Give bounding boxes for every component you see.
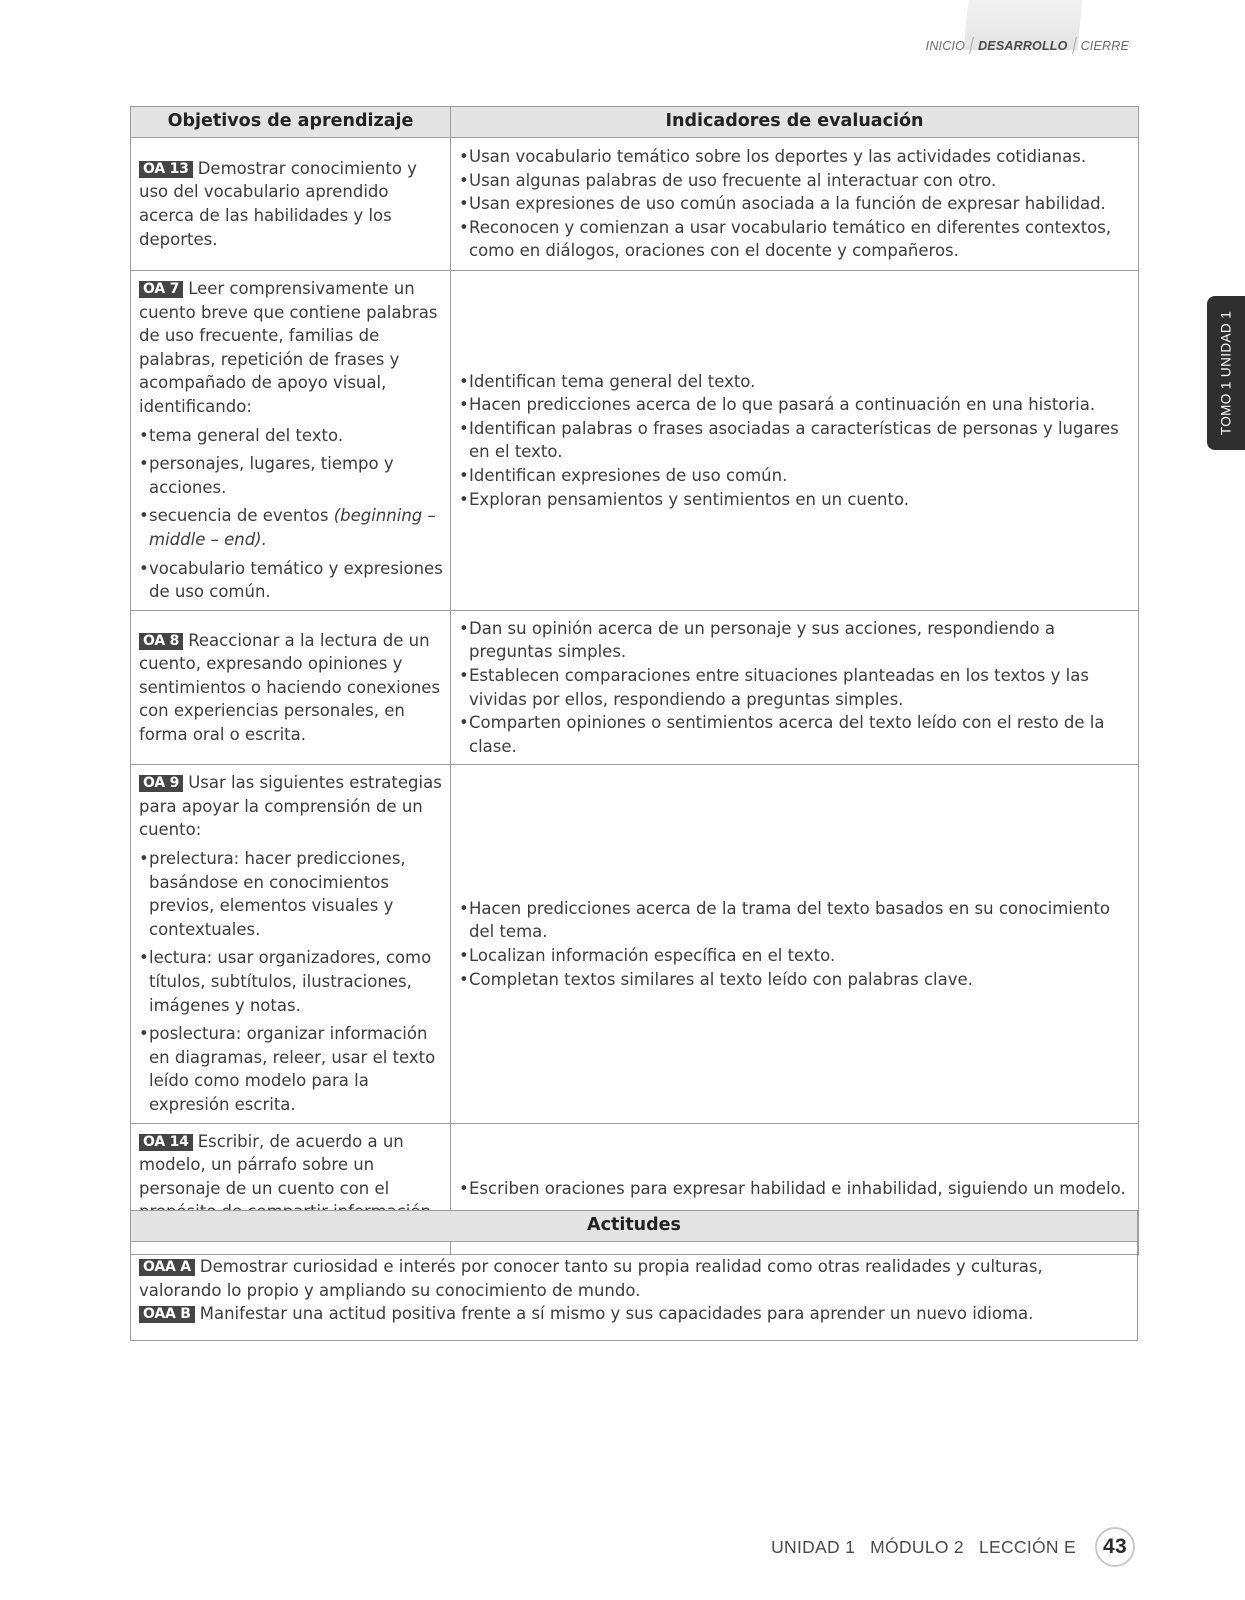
indicator-item: • Identifican tema general del texto. bbox=[459, 370, 1131, 394]
objective-text: Usar las siguientes estrategias para apoyar la comprensión de un cuento: bbox=[139, 773, 442, 840]
objective-badge: OA 14 bbox=[139, 1134, 193, 1151]
footer-modulo: MÓDULO 2 bbox=[870, 1536, 964, 1557]
table-header-row bbox=[131, 107, 1139, 138]
objective-text: Reaccionar a la lectura de un cuento, expresando opiniones y sentimientos o haciendo conexiones con experiencias personales, en forma oral o escrita. bbox=[139, 630, 441, 744]
attitudes-table bbox=[130, 1210, 1138, 1341]
objectives-table bbox=[130, 106, 1139, 1255]
attitude-text: Manifestar una actitud positiva frente a sí mismo y sus capacidades para aprender un nuevo idioma. bbox=[199, 1304, 1034, 1324]
indicator-item: • Comparten opiniones o sentimientos acerca del texto leído con el resto de la clase. bbox=[459, 711, 1131, 758]
table-row bbox=[131, 1242, 1138, 1341]
indicator-item: • Establecen comparaciones entre situaciones planteadas en los textos y las vividas por ellos, respondiendo a preguntas simples. bbox=[459, 664, 1131, 711]
indicator-item: • Usan algunas palabras de uso frecuente al interactuar con otro. bbox=[459, 169, 1131, 193]
indicators-cell bbox=[451, 610, 1139, 765]
table-header-row bbox=[131, 1211, 1138, 1242]
objective-bullet: • lectura: usar organizadores, como títulos, subtítulos, ilustraciones, imágenes y notas. bbox=[139, 946, 443, 1017]
top-navigation bbox=[0, 0, 1245, 70]
indicator-list bbox=[459, 1177, 1131, 1201]
nav-inicio[interactable]: INICIO bbox=[925, 38, 966, 53]
page-footer bbox=[771, 1527, 1135, 1567]
nav-cierre[interactable]: CIERRE bbox=[1080, 38, 1129, 53]
header-actitudes: Actitudes bbox=[131, 1211, 1138, 1242]
objective-bullet bbox=[139, 504, 443, 551]
indicator-item: • Usan expresiones de uso común asociada a la función de expresar habilidad. bbox=[459, 192, 1131, 216]
attitude-text: Demostrar curiosidad e interés por conocer tanto su propia realidad como otras realidades y culturas, valorando lo propio y ampliando su conocimiento de mundo. bbox=[139, 1257, 1043, 1300]
indicator-item: • Usan vocabulario temático sobre los deportes y las actividades cotidianas. bbox=[459, 145, 1131, 169]
objective-cell bbox=[131, 138, 451, 271]
table-row bbox=[131, 138, 1139, 271]
indicator-item: • Dan su opinión acerca de un personaje y sus acciones, respondiendo a preguntas simples. bbox=[459, 617, 1131, 664]
objective-cell bbox=[131, 765, 451, 1123]
indicator-item: • Hacen predicciones acerca de lo que pasará a continuación en una historia. bbox=[459, 393, 1131, 417]
table-row bbox=[131, 610, 1139, 765]
indicator-item: • Escriben oraciones para expresar habilidad e inhabilidad, siguiendo un modelo. bbox=[459, 1177, 1131, 1201]
nav-divider bbox=[969, 37, 974, 54]
nav-divider bbox=[1072, 37, 1077, 54]
objective-bullet-list bbox=[139, 424, 443, 604]
table-row bbox=[131, 765, 1139, 1123]
indicator-item: • Hacen predicciones acerca de la trama del texto basados en su conocimiento del tema. bbox=[459, 897, 1131, 944]
objective-bullet-list bbox=[139, 847, 443, 1117]
footer-unidad: UNIDAD 1 bbox=[771, 1536, 856, 1557]
section-breadcrumb bbox=[926, 37, 1129, 54]
objective-text: Demostrar conocimiento y uso del vocabulario aprendido acerca de las habilidades y los deportes. bbox=[139, 158, 417, 249]
indicators-cell bbox=[451, 271, 1139, 611]
indicator-list bbox=[459, 897, 1131, 991]
objective-badge: OA 13 bbox=[139, 161, 193, 178]
page-number: 43 bbox=[1095, 1527, 1135, 1567]
objective-text: Escribir, de acuerdo a un modelo, un párrafo sobre un personaje de un cuento con el bbox=[139, 1131, 404, 1198]
objective-badge: OA 8 bbox=[139, 633, 183, 650]
attitudes-cell bbox=[131, 1242, 1138, 1341]
objective-cell bbox=[131, 610, 451, 765]
indicator-item: • Reconocen y comienzan a usar vocabulario temático en diferentes contextos, como en diálogos, oraciones con el docente y compañeros. bbox=[459, 216, 1131, 263]
objective-badge: OA 7 bbox=[139, 281, 183, 298]
objective-bullet: • poslectura: organizar información en diagramas, releer, usar el texto leído como modelo para la expresión escrita. bbox=[139, 1022, 443, 1116]
attitude-badge: OAA A bbox=[139, 1259, 195, 1276]
indicators-cell bbox=[451, 138, 1139, 271]
footer-leccion: LECCIÓN E bbox=[978, 1536, 1076, 1557]
objective-bullet-italic: (beginning – middle – end). bbox=[149, 506, 436, 549]
indicator-list bbox=[459, 145, 1131, 263]
objective-bullet-text: secuencia de eventos bbox=[149, 506, 329, 526]
indicator-item: • Localizan información específica en el texto. bbox=[459, 944, 1131, 968]
indicator-item: • Exploran pensamientos y sentimientos en un cuento. bbox=[459, 488, 1131, 512]
nav-desarrollo[interactable]: DESARROLLO bbox=[978, 38, 1068, 53]
indicator-item: • Completan textos similares al texto leído con palabras clave. bbox=[459, 968, 1131, 992]
objective-cell bbox=[131, 271, 451, 611]
indicator-item: • Identifican expresiones de uso común. bbox=[459, 464, 1131, 488]
indicator-list bbox=[459, 617, 1131, 759]
attitude-item bbox=[139, 1302, 1129, 1326]
header-objetivos: Objetivos de aprendizaje bbox=[131, 107, 451, 138]
indicator-list bbox=[459, 370, 1131, 512]
volume-unit-label: TOMO 1 UNIDAD 1 bbox=[1218, 310, 1234, 436]
objective-bullet: • personajes, lugares, tiempo y acciones. bbox=[139, 452, 443, 499]
indicators-cell bbox=[451, 765, 1139, 1123]
objective-bullet: • tema general del texto. bbox=[139, 424, 443, 448]
attitude-item bbox=[139, 1255, 1129, 1302]
objective-bullet: • vocabulario temático y expresiones de uso común. bbox=[139, 557, 443, 604]
header-indicadores: Indicadores de evaluación bbox=[451, 107, 1139, 138]
volume-unit-tab[interactable] bbox=[1207, 296, 1245, 450]
indicator-item: • Identifican palabras o frases asociadas a características de personas y lugares en el texto. bbox=[459, 417, 1131, 464]
objective-bullet: • prelectura: hacer predicciones, basándose en conocimientos previos, elementos visuales y contextuales. bbox=[139, 847, 443, 941]
table-row bbox=[131, 271, 1139, 611]
attitude-badge: OAA B bbox=[139, 1306, 195, 1323]
objective-text: Leer comprensivamente un cuento breve que contiene palabras de uso frecuente, familias de palabras, repetición de frases y acompañado de apoyo visual, identificando: bbox=[139, 279, 438, 416]
objective-badge: OA 9 bbox=[139, 775, 183, 792]
